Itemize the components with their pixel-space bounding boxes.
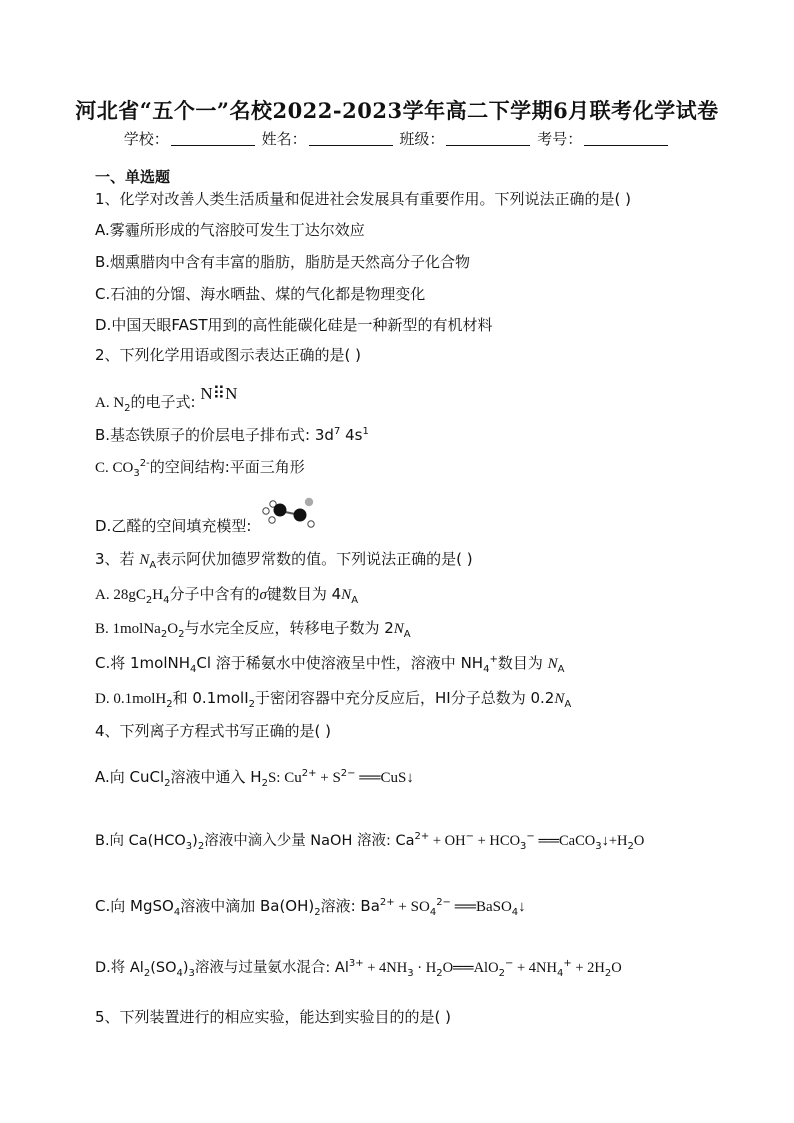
q3-na-sub: A: [149, 560, 157, 571]
q4c-t2: 溶液中滴加 Ba(OH): [180, 897, 315, 915]
q3d-n: N: [554, 691, 565, 707]
q4d-t6: · H: [413, 960, 437, 976]
q4d-s3: 3: [188, 967, 195, 979]
q4c-s3: 4: [429, 907, 437, 918]
q2c-post: 的空间结构:平面三角形: [149, 458, 305, 476]
q2-option-d: [95, 517, 251, 535]
q2-stem: 2、下列化学用语或图示表达正确的是( ): [95, 346, 362, 364]
q3a-t1: A. 28gC: [95, 587, 146, 603]
q3b-t2: O: [167, 621, 179, 637]
q2b-pre: B.基态铁原子的价层电子排布式: 3d: [95, 426, 334, 444]
q2b-sup1: 7: [333, 426, 341, 437]
exam-no-blank[interactable]: [584, 131, 668, 146]
q4d-s1: 2: [143, 967, 151, 979]
q3c-t3: 数目为: [497, 654, 548, 672]
q3a-t4: 键数目为 4: [266, 585, 342, 603]
q4-option-b: [95, 833, 644, 850]
acetaldehyde-space-filling-model: [258, 495, 320, 531]
q4a-t2: 溶液中通入 H: [170, 768, 262, 786]
q3d-t2: 和 0.1molI: [172, 689, 249, 707]
q4a-s1: 2: [164, 778, 171, 789]
q4c-s2: 2: [314, 907, 321, 918]
q4d-p2: −: [504, 958, 514, 970]
q3d-ns: A: [564, 699, 572, 710]
exam-title: 河北省“五个一”名校2022-2023学年高二下学期6月联考化学试卷: [75, 98, 719, 123]
q3a-sigma: σ: [259, 587, 267, 603]
q3a-n: N: [341, 587, 352, 603]
q4b-t3: 溶液中滴入少量 NaOH 溶液: Ca: [204, 833, 415, 849]
q2-option-c: [95, 458, 305, 477]
q4b-s2: 2: [197, 840, 205, 852]
q4-option-d: [95, 960, 622, 977]
q4d-t7: O══AlO: [442, 960, 499, 976]
q4b-p2: −: [465, 831, 474, 843]
q4d-s4: 3: [407, 967, 414, 979]
q4d-t10: O: [611, 960, 622, 976]
q4d-s8: 2: [604, 967, 612, 979]
o-atom: [305, 498, 313, 506]
q4c-p1: 2+: [379, 897, 395, 908]
q4a-s2: 2: [261, 778, 268, 789]
q3a-t2: H: [152, 587, 164, 603]
q4d-s2: 4: [176, 967, 183, 979]
q4a-p2: 2−: [340, 768, 356, 779]
q4c-t4: + SO: [394, 899, 430, 915]
q3b-ns: A: [403, 629, 411, 640]
q3b-s2: 2: [178, 629, 185, 640]
q3b-n: N: [393, 621, 404, 637]
q4d-p3: +: [563, 958, 572, 970]
q2c-sup: 2-: [139, 458, 150, 469]
q4b-t6: ══CaCO: [534, 833, 596, 849]
q4a-t1: A.向 CuCl: [95, 768, 165, 786]
q3d-t1: D. 0.1molH: [95, 691, 167, 707]
q2c-sub: 3: [133, 468, 140, 479]
q2c-pre: C. CO: [95, 460, 134, 476]
q4b-t8: O: [633, 833, 645, 849]
q3d-s1: 2: [166, 699, 173, 710]
q4d-s5: 2: [436, 967, 443, 979]
q4b-p3: −: [526, 831, 535, 843]
q4a-p1: 2+: [301, 768, 317, 779]
q4d-p1: 3+: [348, 958, 364, 970]
q4b-s5: 2: [627, 840, 634, 852]
q3-stem-post: 表示阿伏加德罗常数的值。下列说法正确的是( ): [156, 550, 473, 568]
n2-electron-formula: N⠿N: [200, 384, 238, 403]
class-blank[interactable]: [446, 131, 530, 146]
q4d-t3: ): [182, 960, 189, 976]
q3c-t1: C.将 1molNH: [95, 654, 191, 672]
q1-option-a: A.雾霾所形成的气溶胶可发生丁达尔效应: [95, 221, 365, 239]
q4d-s7: 4: [556, 967, 564, 979]
q4a-t5: ══CuS↓: [355, 770, 414, 786]
q3c-t2: Cl 溶于稀氨水中使溶液呈中性，溶液中 NH: [196, 654, 484, 672]
q3-option-d: [95, 689, 571, 708]
q1-option-c: C.石油的分馏、海水晒盐、煤的气化都是物理变化: [95, 285, 426, 303]
h-atom-1: [263, 508, 269, 514]
q2a-sub: 2: [124, 403, 131, 414]
q1-stem: 1、化学对改善人类生活质量和促进社会发展具有重要作用。下列说法正确的是( ): [95, 190, 632, 208]
q4b-p1: 2+: [414, 831, 430, 843]
q4d-t1: D.将 Al: [95, 960, 144, 976]
q3-option-b: [95, 619, 411, 638]
q3c-s2: 4: [483, 664, 490, 675]
c-atom-2: [294, 509, 307, 522]
q3c-ns: A: [557, 664, 565, 675]
q4-stem: 4、下列离子方程式书写正确的是( ): [95, 722, 332, 740]
q3a-s1: 2: [145, 595, 153, 606]
q2d-text: D.乙醛的空间填充模型:: [95, 517, 252, 535]
q4a-t3: S: Cu: [267, 770, 302, 786]
q4d-t5: + 4NH: [363, 960, 408, 976]
q4c-t5: ══BaSO: [450, 899, 512, 915]
school-label: 学校：: [123, 130, 169, 148]
q5-stem: 5、下列装置进行的相应实验，能达到实验目的的是( ): [95, 1008, 452, 1026]
q4c-s1: 4: [173, 907, 181, 918]
q3-option-a: [95, 585, 358, 604]
q4d-t8: + 4NH: [513, 960, 557, 976]
q3c-p2: +: [489, 654, 498, 665]
q3d-t3: 于密闭容器中充分反应后，HI分子总数为 0.2: [255, 689, 555, 707]
q4-option-a: [95, 768, 414, 787]
q4d-t2: (SO: [150, 960, 177, 976]
exam-no-label: 考号：: [537, 130, 583, 148]
q2a-post: 的电子式:: [130, 393, 196, 411]
q4b-s1: 3: [185, 840, 193, 852]
q4b-t4: + OH: [429, 833, 466, 849]
q4b-t7: ↓+H: [601, 833, 628, 849]
q3a-t3: 分子中含有的: [169, 585, 260, 603]
q3b-t3: 与水完全反应，转移电子数为 2: [184, 619, 394, 637]
student-info-row: [0, 128, 794, 149]
q3c-s1: 4: [190, 664, 197, 675]
q4c-s4: 4: [511, 907, 519, 918]
name-label: 姓名：: [261, 130, 307, 148]
q1-option-b: B.烟熏腊肉中含有丰富的脂肪，脂肪是天然高分子化合物: [95, 253, 471, 271]
q4d-t9: + 2H: [571, 960, 605, 976]
q3b-s1: 2: [160, 629, 168, 640]
q2-option-b: [95, 426, 369, 444]
q3-option-c: [95, 654, 564, 673]
q3-stem: [95, 550, 473, 569]
q3-stem-pre: 3、若: [95, 550, 140, 568]
q4c-t6: ↓: [518, 899, 526, 915]
h-atom-4: [308, 521, 314, 527]
q3c-n: N: [547, 656, 558, 672]
h-atom-2: [269, 517, 275, 523]
q3a-s2: 4: [163, 595, 170, 606]
q4b-s3: 3: [520, 840, 527, 852]
q4d-t4: 溶液与过量氨水混合: Al: [194, 960, 349, 976]
q3-na: N: [139, 552, 150, 568]
q1-option-d: D.中国天眼FAST用到的高性能碳化硅是一种新型的有机材料: [95, 316, 493, 334]
q2b-sup2: 1: [362, 426, 369, 437]
q2b-mid: 4s: [340, 426, 363, 444]
q4d-s6: 2: [498, 967, 505, 979]
q2a-pre: A. N: [95, 395, 125, 411]
q4b-t5: + HCO: [474, 833, 521, 849]
q4c-t1: C.向 MgSO: [95, 897, 174, 915]
q4b-s4: 3: [595, 840, 602, 852]
q4b-t2: ): [192, 833, 198, 849]
q3b-t1: B. 1molNa: [95, 621, 161, 637]
school-blank[interactable]: [171, 131, 255, 146]
q4c-p2: 2−: [436, 897, 451, 908]
c-atom-1: [274, 504, 287, 517]
name-blank[interactable]: [309, 131, 393, 146]
q3a-ns: A: [351, 595, 359, 606]
class-label: 班级：: [399, 130, 445, 148]
section-title: 一、单选题: [95, 168, 171, 186]
q4a-t4: + S: [316, 770, 341, 786]
q4-option-c: [95, 897, 526, 916]
q3d-s2: 2: [248, 699, 256, 710]
q4b-t1: B.向 Ca(HCO: [95, 833, 186, 849]
q2-option-a: [95, 384, 238, 414]
q4c-t3: 溶液: Ba: [320, 897, 380, 915]
